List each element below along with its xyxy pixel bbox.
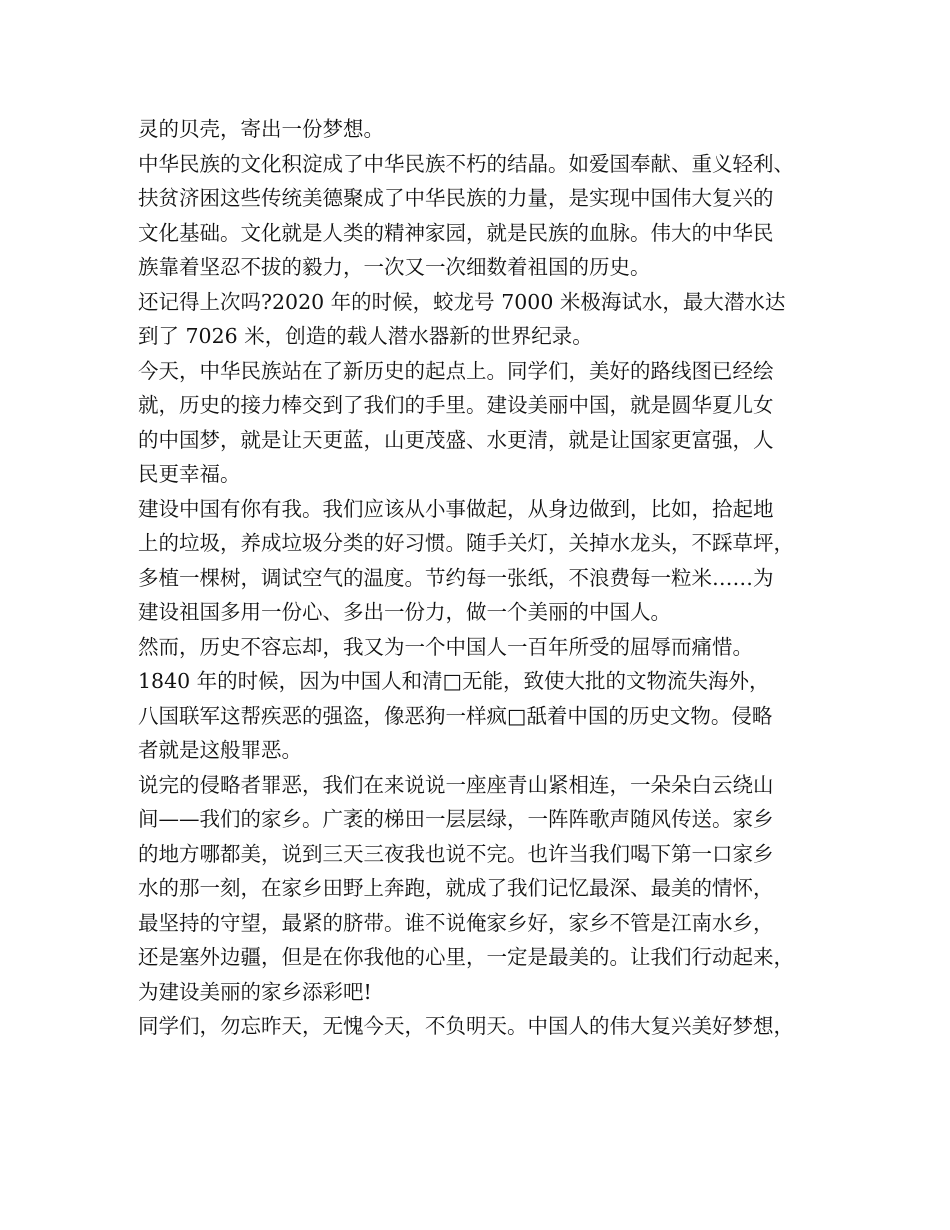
text-line: 多植一棵树，调试空气的温度。节约每一张纸，不浪费每一粒米……为 [138, 565, 774, 590]
text-line: 水的那一刻，在家乡田野上奔跑，就成了我们记忆最深、最美的情怀， [138, 876, 774, 900]
text-line: 1840 年的时候，因为中国人和清□无能，致使大批的文物流失海外， [138, 669, 770, 693]
text-line: 间——我们的家乡。广袤的梯田一层层绿，一阵阵歌声随风传送。家乡 [138, 807, 774, 831]
text-line: 民更幸福。 [138, 462, 241, 486]
text-line: 扶贫济困这些传统美德聚成了中华民族的力量，是实现中国伟大复兴的 [138, 186, 774, 210]
text-line: 灵的贝壳，寄出一份梦想。 [138, 117, 384, 141]
text-line: 说完的侵略者罪恶，我们在来说说一座座青山紧相连，一朵朵白云绕山 [138, 772, 774, 797]
text-line: 的中国梦，就是让天更蓝，山更茂盛、水更清，就是让国家更富强，人 [138, 427, 774, 452]
text-line: 还是塞外边疆，但是在你我他的心里，一定是最美的。让我们行动起来， [138, 945, 794, 969]
text-line: 就，历史的接力棒交到了我们的手里。建设美丽中国，就是圆华夏儿女 [138, 393, 774, 417]
text-line: 中华民族的文化积淀成了中华民族不朽的结晶。如爱国奉献、重义轻利、 [138, 151, 794, 176]
text-line: 的地方哪都美，说到三天三夜我也说不完。也许当我们喝下第一口家乡 [138, 841, 774, 866]
text-line: 上的垃圾，养成垃圾分类的好习惯。随手关灯，关掉水龙头，不踩草坪， [138, 531, 794, 555]
text-line: 为建设美丽的家乡添彩吧! [138, 979, 372, 1004]
text-line: 族靠着坚忍不拔的毅力，一次又一次细数着祖国的历史。 [138, 255, 651, 279]
text-line: 同学们，勿忘昨天，无愧今天，不负明天。中国人的伟大复兴美好梦想， [138, 1014, 794, 1038]
text-line: 然而，历史不容忘却，我又为一个中国人一百年所受的屈辱而痛惜。 [138, 634, 753, 659]
text-line: 到了 7026 米，创造的载人潜水器新的世界纪录。 [138, 324, 593, 348]
text-line: 今天，中华民族站在了新历史的起点上。同学们，美好的路线图已经绘 [138, 358, 774, 383]
text-line: 八国联军这帮疾恶的强盗，像恶狗一样疯□舐着中国的历史文物。侵略 [138, 703, 773, 728]
document-body [138, 112, 828, 1044]
text-line: 文化基础。文化就是人类的精神家园，就是民族的血脉。伟大的中华民 [138, 220, 774, 245]
text-line: 者就是这般罪恶。 [138, 738, 302, 762]
text-line: 建设中国有你有我。我们应该从小事做起，从身边做到，比如，拾起地 [138, 496, 774, 521]
text-line: 还记得上次吗?2020 年的时候，蛟龙号 7000 米极海试水，最大潜水达 [138, 289, 786, 314]
text-line: 建设祖国多用一份心、多出一份力，做一个美丽的中国人。 [138, 600, 671, 624]
text-line: 最坚持的守望，最紧的脐带。谁不说俺家乡好，家乡不管是江南水乡， [138, 910, 774, 935]
